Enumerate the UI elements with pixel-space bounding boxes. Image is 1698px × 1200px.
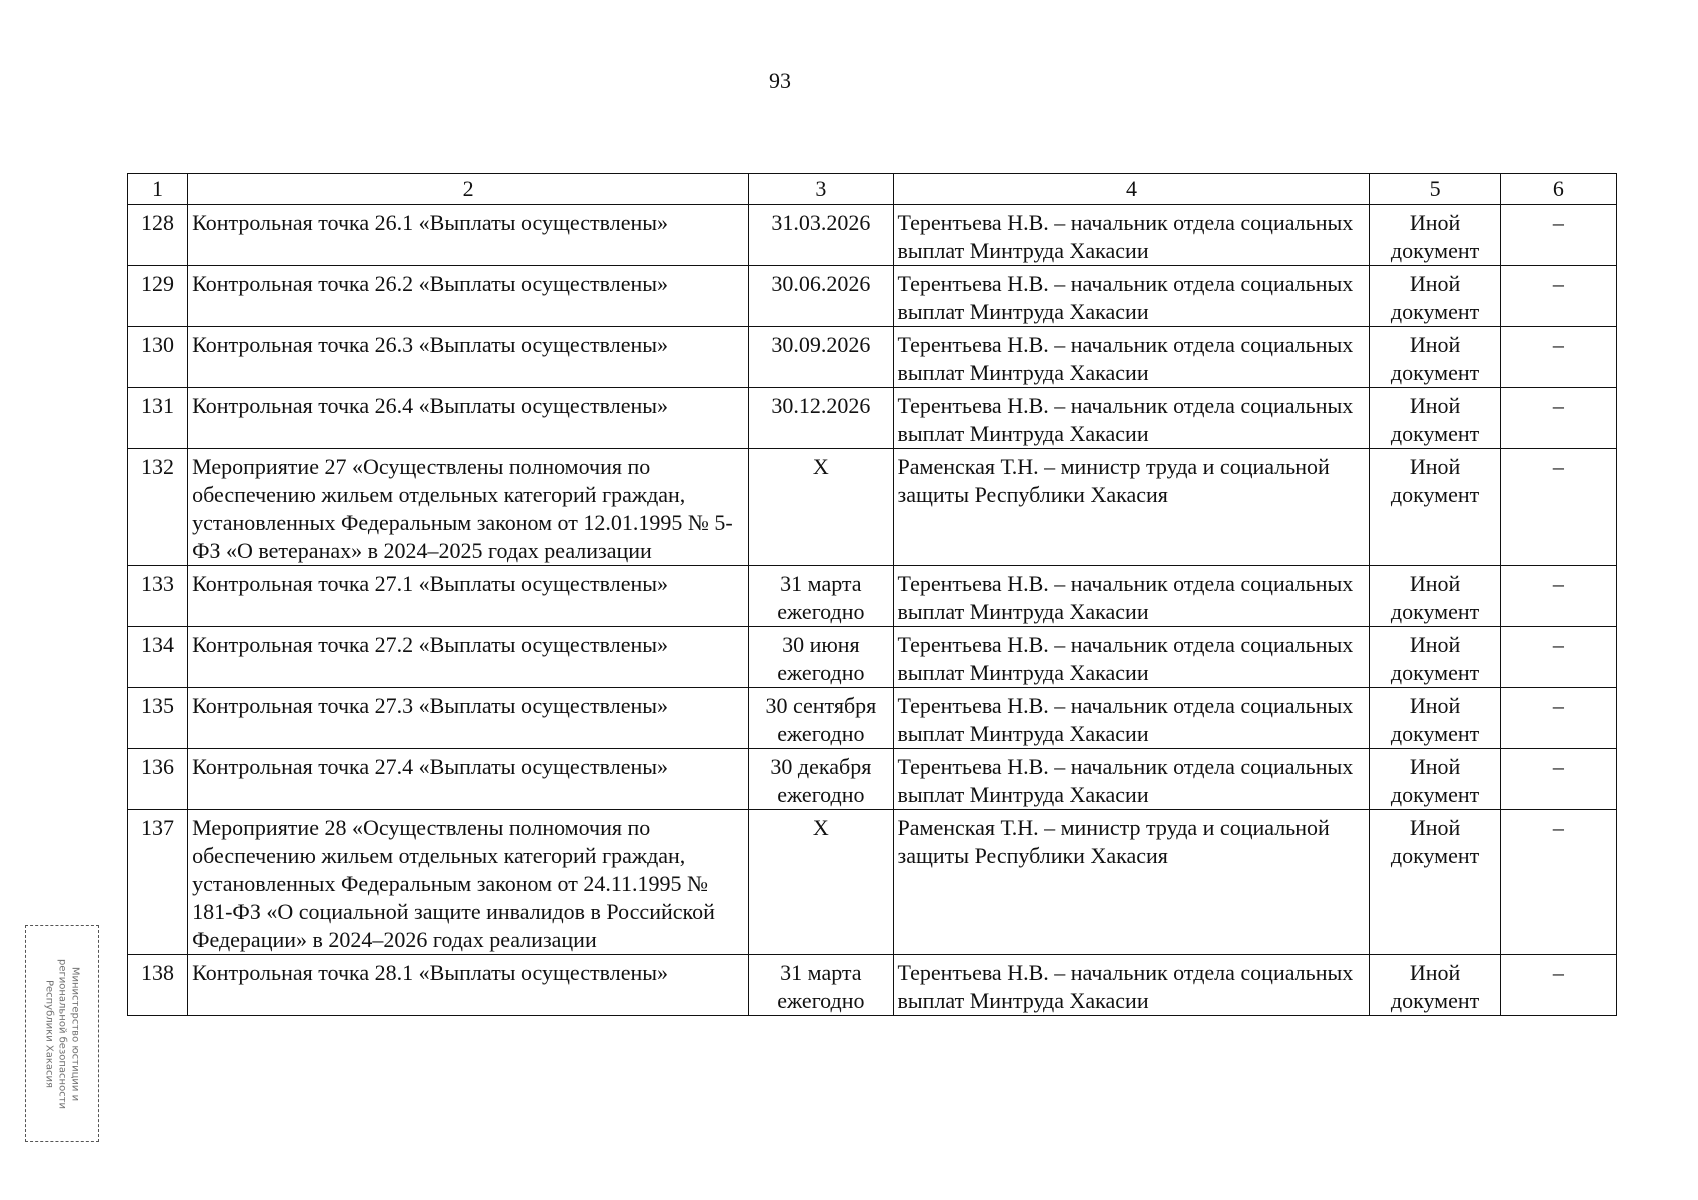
row-document: Иной документ (1370, 388, 1500, 449)
row-number: 137 (128, 810, 188, 955)
row-document: Иной документ (1370, 688, 1500, 749)
row-responsible: Терентьева Н.В. – начальник отдела социальных выплат Минтруда Хакасии (893, 266, 1370, 327)
row-name: Контрольная точка 26.2 «Выплаты осуществлены» (188, 266, 749, 327)
row-responsible: Терентьева Н.В. – начальник отдела социальных выплат Минтруда Хакасии (893, 627, 1370, 688)
row-number: 138 (128, 955, 188, 1016)
row-col6: – (1500, 566, 1616, 627)
row-name: Контрольная точка 26.4 «Выплаты осуществлены» (188, 388, 749, 449)
row-col6: – (1500, 627, 1616, 688)
header-cell: 5 (1370, 174, 1500, 205)
table-row (128, 627, 1617, 688)
table-header-row (128, 174, 1617, 205)
table-row (128, 749, 1617, 810)
row-date: 31 марта ежегодно (749, 955, 893, 1016)
row-col6: – (1500, 388, 1616, 449)
row-col6: – (1500, 205, 1616, 266)
row-responsible: Терентьева Н.В. – начальник отдела социальных выплат Минтруда Хакасии (893, 566, 1370, 627)
row-name: Контрольная точка 26.3 «Выплаты осуществлены» (188, 327, 749, 388)
row-col6: – (1500, 449, 1616, 566)
row-date: 31 марта ежегодно (749, 566, 893, 627)
header-cell: 6 (1500, 174, 1616, 205)
row-document: Иной документ (1370, 627, 1500, 688)
row-col6: – (1500, 955, 1616, 1016)
row-date: 30.09.2026 (749, 327, 893, 388)
row-name: Мероприятие 28 «Осуществлены полномочия по обеспечению жильем отдельных категорий граждан, установленных Федеральным законом от 24.11.1995 № 181-ФЗ «О социальной защите инвалидов в Российской Федерации» в 2024–2026 годах реализации (188, 810, 749, 955)
row-col6: – (1500, 327, 1616, 388)
row-number: 134 (128, 627, 188, 688)
margin-stamp-text: Министерство юстиции и региональной безопасности Республики Хакасия (43, 958, 81, 1109)
document-table (127, 173, 1617, 1016)
row-col6: – (1500, 810, 1616, 955)
header-cell: 1 (128, 174, 188, 205)
table-row (128, 810, 1617, 955)
row-name: Контрольная точка 26.1 «Выплаты осуществлены» (188, 205, 749, 266)
header-cell: 4 (893, 174, 1370, 205)
table-row (128, 449, 1617, 566)
table-row (128, 388, 1617, 449)
row-document: Иной документ (1370, 955, 1500, 1016)
row-date: 30 сентября ежегодно (749, 688, 893, 749)
row-number: 130 (128, 327, 188, 388)
row-responsible: Терентьева Н.В. – начальник отдела социальных выплат Минтруда Хакасии (893, 688, 1370, 749)
row-number: 131 (128, 388, 188, 449)
row-date: 30 июня ежегодно (749, 627, 893, 688)
row-number: 132 (128, 449, 188, 566)
table-row (128, 327, 1617, 388)
row-responsible: Терентьева Н.В. – начальник отдела социальных выплат Минтруда Хакасии (893, 327, 1370, 388)
row-date: Х (749, 449, 893, 566)
table-row (128, 688, 1617, 749)
row-number: 136 (128, 749, 188, 810)
row-col6: – (1500, 749, 1616, 810)
row-name: Контрольная точка 27.3 «Выплаты осуществлены» (188, 688, 749, 749)
row-responsible: Раменская Т.Н. – министр труда и социальной защиты Республики Хакасия (893, 810, 1370, 955)
header-cell: 3 (749, 174, 893, 205)
header-cell: 2 (188, 174, 749, 205)
row-date: 30 декабря ежегодно (749, 749, 893, 810)
row-document: Иной документ (1370, 566, 1500, 627)
row-document: Иной документ (1370, 449, 1500, 566)
table-row (128, 955, 1617, 1016)
row-number: 135 (128, 688, 188, 749)
row-document: Иной документ (1370, 205, 1500, 266)
table-row (128, 205, 1617, 266)
row-number: 133 (128, 566, 188, 627)
row-document: Иной документ (1370, 810, 1500, 955)
row-col6: – (1500, 688, 1616, 749)
row-date: Х (749, 810, 893, 955)
row-responsible: Терентьева Н.В. – начальник отдела социальных выплат Минтруда Хакасии (893, 205, 1370, 266)
row-name: Контрольная точка 27.2 «Выплаты осуществлены» (188, 627, 749, 688)
row-number: 128 (128, 205, 188, 266)
row-date: 30.12.2026 (749, 388, 893, 449)
table-row (128, 566, 1617, 627)
row-document: Иной документ (1370, 327, 1500, 388)
margin-stamp (25, 925, 99, 1142)
page-number: 93 (769, 68, 791, 93)
row-name: Контрольная точка 27.1 «Выплаты осуществлены» (188, 566, 749, 627)
row-name: Контрольная точка 27.4 «Выплаты осуществлены» (188, 749, 749, 810)
row-name: Контрольная точка 28.1 «Выплаты осуществлены» (188, 955, 749, 1016)
row-responsible: Терентьева Н.В. – начальник отдела социальных выплат Минтруда Хакасии (893, 955, 1370, 1016)
row-date: 31.03.2026 (749, 205, 893, 266)
row-responsible: Раменская Т.Н. – министр труда и социальной защиты Республики Хакасия (893, 449, 1370, 566)
row-col6: – (1500, 266, 1616, 327)
table-row (128, 266, 1617, 327)
row-responsible: Терентьева Н.В. – начальник отдела социальных выплат Минтруда Хакасии (893, 388, 1370, 449)
row-document: Иной документ (1370, 266, 1500, 327)
row-date: 30.06.2026 (749, 266, 893, 327)
row-name: Мероприятие 27 «Осуществлены полномочия по обеспечению жильем отдельных категорий граждан, установленных Федеральным законом от 12.01.1995 № 5-ФЗ «О ветеранах» в 2024–2025 годах реализации (188, 449, 749, 566)
row-document: Иной документ (1370, 749, 1500, 810)
row-responsible: Терентьева Н.В. – начальник отдела социальных выплат Минтруда Хакасии (893, 749, 1370, 810)
row-number: 129 (128, 266, 188, 327)
